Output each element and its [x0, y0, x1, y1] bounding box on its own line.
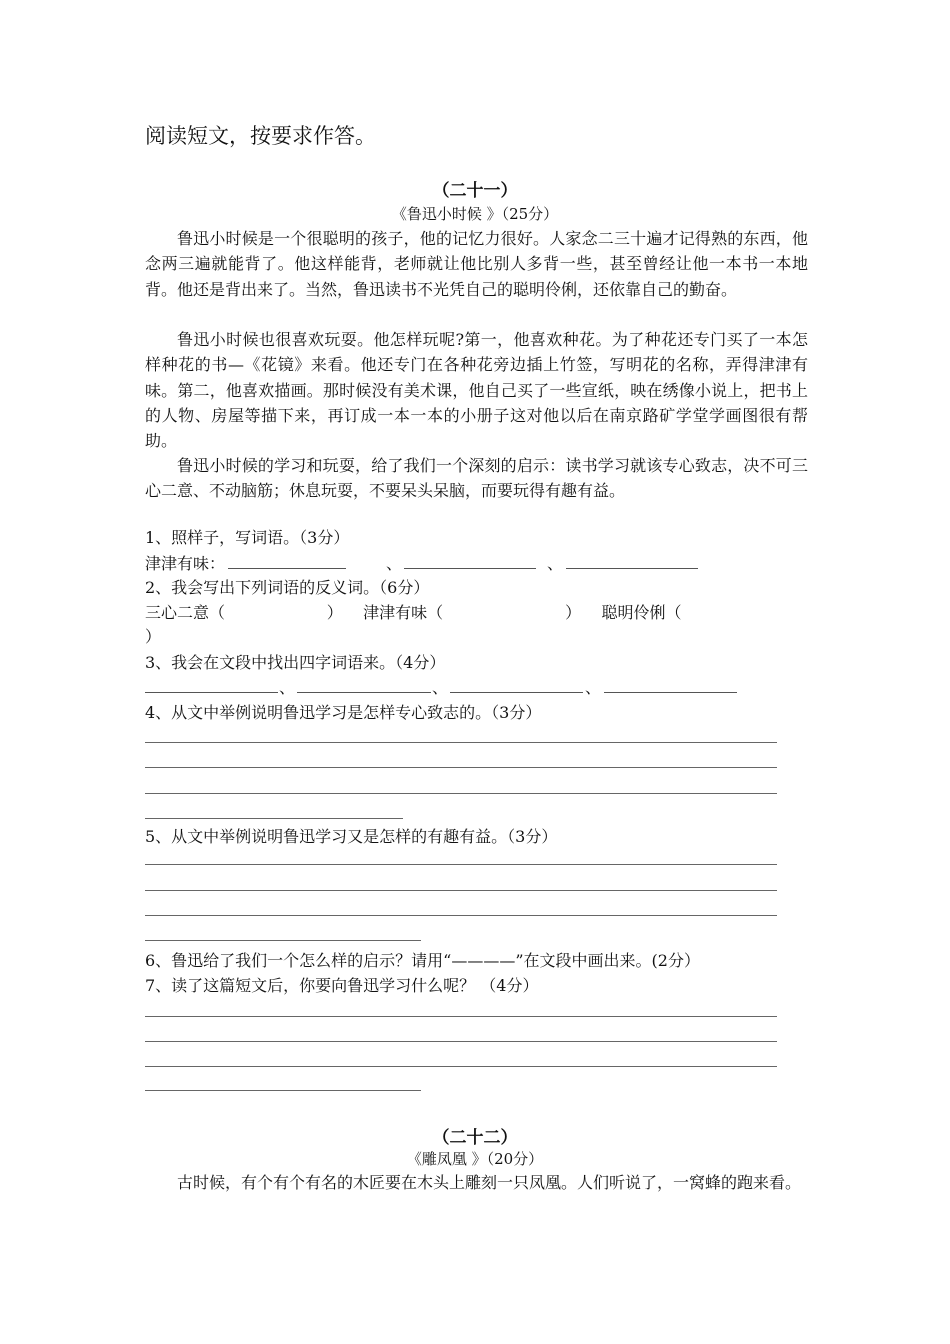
- answer-line[interactable]: [145, 742, 777, 743]
- answer-line[interactable]: [145, 940, 421, 941]
- question-2: 2、我会写出下列词语的反义词。（6分）: [145, 578, 430, 597]
- answer-line[interactable]: [145, 1066, 777, 1067]
- separator: 、: [279, 678, 296, 697]
- answer-blank[interactable]: [604, 692, 737, 693]
- passage-paragraph: 古时候，有个有个有名的木匠要在木头上雕刻一只凤凰。人们听说了，一窝蜂的跑来看。: [177, 1173, 802, 1192]
- answer-line[interactable]: [145, 864, 777, 865]
- section-22-number: （二十二）: [432, 1128, 518, 1148]
- answer-blank[interactable]: [404, 568, 536, 569]
- question-2-antonym-line: 三心二意（ ） 津津有味（ ） 聪明伶俐（: [145, 603, 682, 622]
- answer-blank[interactable]: [297, 692, 431, 693]
- answer-blank[interactable]: [145, 692, 278, 693]
- separator: 、: [585, 678, 602, 697]
- question-5: 5、从文中举例说明鲁迅学习又是怎样的有趣有益。（3分）: [145, 827, 558, 846]
- answer-line[interactable]: [145, 915, 777, 916]
- separator: 、: [547, 554, 564, 573]
- question-3: 3、我会在文段中找出四字词语来。（4分）: [145, 653, 446, 672]
- answer-line[interactable]: [145, 793, 777, 794]
- section-21-title: 《鲁迅小时候 》（25分）: [391, 205, 559, 223]
- answer-blank[interactable]: [228, 568, 346, 569]
- answer-blank[interactable]: [566, 568, 698, 569]
- passage-paragraph: 鲁迅小时候的学习和玩耍，给了我们一个深刻的启示：读书学习就该专心致志，决不可三心二意、不动脑筋；休息玩耍，不要呆头呆脑，而要玩得有趣有益。: [145, 456, 808, 501]
- question-1: 1、照样子，写词语。（3分）: [145, 528, 350, 547]
- answer-line[interactable]: [145, 1041, 777, 1042]
- passage-paragraph: 鲁迅小时候是一个很聪明的孩子，他的记忆力很好。人家念二三十遍才记得熟的东西，他念两三遍就能背了。他这样能背，老师就让他比别人多背一些，甚至曾经让他一本书一本地背。他还是背出来了。当然，鲁迅读书不光凭自己的聪明伶俐，还依靠自己的勤奋。: [145, 229, 808, 299]
- answer-line[interactable]: [145, 818, 403, 819]
- answer-line[interactable]: [145, 767, 777, 768]
- separator: 、: [432, 678, 449, 697]
- question-4: 4、从文中举例说明鲁迅学习是怎样专心致志的。（3分）: [145, 703, 542, 722]
- separator: 、: [386, 554, 403, 573]
- answer-blank[interactable]: [450, 692, 583, 693]
- question-1-example: 津津有味：: [145, 554, 226, 573]
- section-22-title: 《雕凤凰 》（20分）: [406, 1150, 544, 1168]
- passage-paragraph: 鲁迅小时候也很喜欢玩耍。他怎样玩呢?第一，他喜欢种花。为了种花还专门买了一本怎样种花的书—《花镜》来看。他还专门在各种花旁边插上竹签，写明花的名称，弄得津津有味。第二，他喜欢描画。那时候没有美术课，他自己买了一些宣纸，映在绣像小说上，把书上的人物、房屋等描下来，再订成一本一本的小册子这对他以后在南京路矿学堂学画图很有帮助。: [145, 330, 808, 451]
- answer-line[interactable]: [145, 890, 777, 891]
- question-6: 6、鲁迅给了我们一个怎么样的启示？请用“————”在文段中画出来。(2分）: [145, 951, 700, 970]
- answer-line[interactable]: [145, 1016, 777, 1017]
- question-7: 7、读了这篇短文后，你要向鲁迅学习什么呢？ （4分）: [145, 976, 539, 995]
- answer-line[interactable]: [145, 1090, 421, 1091]
- instruction-heading: 阅读短文，按要求作答。: [145, 124, 376, 148]
- question-2-close-paren: ）: [145, 627, 162, 646]
- section-21-number: （二十一）: [432, 181, 518, 201]
